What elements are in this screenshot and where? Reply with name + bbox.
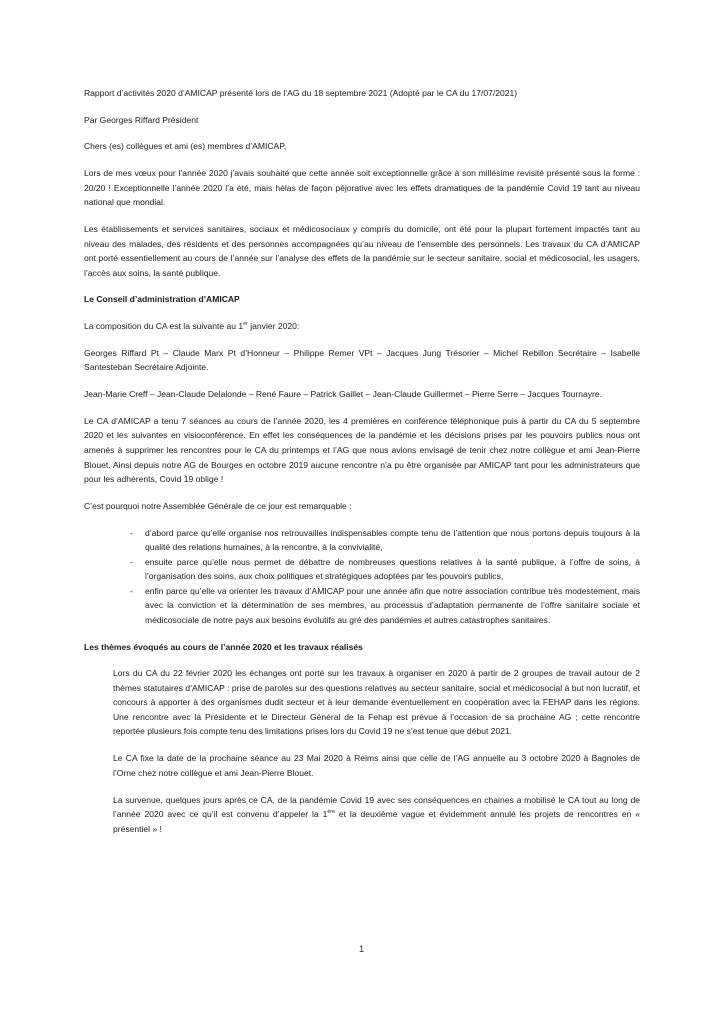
survenue-text-after: et la deuxième vague et évidemment annulé les projets de rencontres en « présentiel » !: [113, 809, 640, 834]
paragraph-survenue-pandemie: [84, 793, 640, 837]
paragraph-seances: Le CA d’AMICAP a tenu 7 séances au cours de l’année 2020, les 4 premières en conférence téléphonique puis à partir du CA du 5 septembre 2020 et les suivantes en visioconférence. En effet les conséquences de la pandémie et les décisions prises par les pouvoirs publics nous ont amenés à supprimer les rencontres pour le CA du printemps et l’AG que nous avions envisagé de tenir chez notre collègue et ami Jean-Pierre Blouet. Ainsi depuis notre AG de Bourges en octobre 2019 aucune rencontre n’a pu être organisée par AMICAP tant pour les administrateurs que pour les adhérents, Covid 19 oblige !: [84, 415, 640, 485]
paragraph-composition-ca: [84, 319, 640, 334]
page-number: 1: [358, 944, 365, 954]
paragraph-members-line-1: Georges Riffard Pt – Claude Marx Pt d’Honneur – Philippe Remer VPt – Jacques Jung Trésorier – Michel Rebillon Secrétaire – Isabelle Santesteban Secrétaire Adjointe.: [84, 347, 640, 373]
bullet-dash-marker: -: [130, 585, 133, 596]
list-item-text: ensuite parce qu’elle nous permet de débattre de nombreuses questions relatives à la santé publique, à l’offre de soins, à l’organisation des soins, aux choix politiques et stratégiques adoptées par les pouvoirs publics,: [145, 556, 640, 582]
paragraph-members-line-2: Jean-Marie Creff – Jean-Claude Delalonde – René Faure – Patrick Gaillet – Jean-Claude Guillermet – Pierre Serre – Jacques Tournayre.: [84, 389, 602, 400]
paragraph-date-reims: Le CA fixe la date de la prochaine séance au 23 Mai 2020 à Reims ainsi que celle de l’AG annuelle au 3 octobre 2020 à Bagnoles de l’Orne chez notre collègue et ami Jean-Pierre Blouet.: [113, 753, 640, 778]
document-body: [84, 86, 640, 836]
author-line: Par Georges Riffard Président: [84, 114, 199, 125]
bullet-dash-marker: -: [130, 556, 133, 567]
reasons-bullet-list: [84, 526, 640, 628]
survenue-text-before: La survenue, quelques jours après ce CA, de la pandémie Covid 19 avec ses conséquences en chaines a mobilisé le CA tout au long de l’année 2020 avec ce qu’il est convenu d’appeler la 1: [113, 794, 640, 820]
salutation-line: Chers (es) collègues et ami (es) membres d’AMICAP,: [84, 141, 287, 152]
composition-text-after: janvier 2020:: [247, 321, 300, 332]
bullet-dash-marker: -: [130, 527, 133, 538]
paragraph-ca-fevrier: Lors du CA du 22 février 2020 les échanges ont porté sur les travaux à organiser en 2020 à partir de 2 groupes de travail autour de 2 thèmes statutaires d’AMICAP : prise de paroles sur des questions relatives au secteur sanitaire, social et médicosocial à but non lucratif, et concours à apporter à des organismes dudit secteur et à leur demande éventuellement en coopération avec la FEHAP dans les régions. Une rencontre avec la Présidente et le Directeur Général de la Fehap est prévue à l’occasion de sa prochaine AG ; cette rencontre reportée plusieurs fois compte tenu des limitations prises lors du Covid 19 ne s’est tenue que début 2021.: [113, 668, 640, 737]
survenue-ordinal-suffix: ère: [327, 809, 335, 816]
list-item: [84, 555, 640, 584]
composition-text-before: La composition du CA est la suivante au 1: [84, 321, 244, 332]
paragraph-voeux: Lors de mes vœux pour l’année 2020 j’avais souhaité que cette année soit exceptionnelle grâce à son millésime revisité présenté sous la forme : 20/20 ! Exceptionnelle l’année 2020 l’a été, mais hélas de façon péjorative avec les effets dramatiques de la pandémie Covid 19 tant au niveau national que mondial.: [84, 168, 640, 208]
header-line: Rapport d’activités 2020 d’AMICAP présenté lors de l’AG du 18 septembre 2021 (Adopté par le CA du 17/07/2021): [84, 88, 518, 98]
list-item: [84, 526, 640, 555]
list-item-text: d’abord parce qu’elle organise nos retrouvailles indispensables compte tenu de l’attention que nous portons depuis toujours à la qualité des relations humaines, à la rencontre, à la convivialité,: [145, 527, 640, 553]
paragraph-ag-remarquable: C’est pourquoi notre Assemblée Générale de ce jour est remarquable :: [84, 500, 352, 511]
list-item: [84, 584, 640, 628]
composition-ordinal-suffix: er: [243, 321, 248, 328]
list-item-text: enfin parce qu’elle va orienter les travaux d’AMICAP pour une année afin que notre association contribue très modestement, mais avec la conviction et la détermination de ses membres, au processus d’adaptation permanente de l’offre sanitaire sociale et médicosociale de notre pays aux besoins évolutifs au gré des pandémies et autres catastrophes sanitaires.: [145, 585, 640, 625]
heading-conseil-administration: Le Conseil d’administration d’AMICAP: [84, 294, 240, 305]
heading-themes-evoques: Les thèmes évoqués au cours de l’année 2020 et les travaux réalisés: [84, 641, 363, 652]
paragraph-etablissements: Les établissements et services sanitaires, sociaux et médicosociaux y compris du domicile, ont été pour la plupart fortement impactés tant au niveau des malades, des résidents et des personnes accompagnées qu’au niveau de l’ensemble des personnels. Les travaux du CA d’AMICAP ont porté essentiellement au cours de l’année sur l’analyse des effets de la pandémie sur le secteur sanitaire, social et médicosocial, les usagers, l’accès aux soins, la santé publique.: [84, 224, 640, 278]
